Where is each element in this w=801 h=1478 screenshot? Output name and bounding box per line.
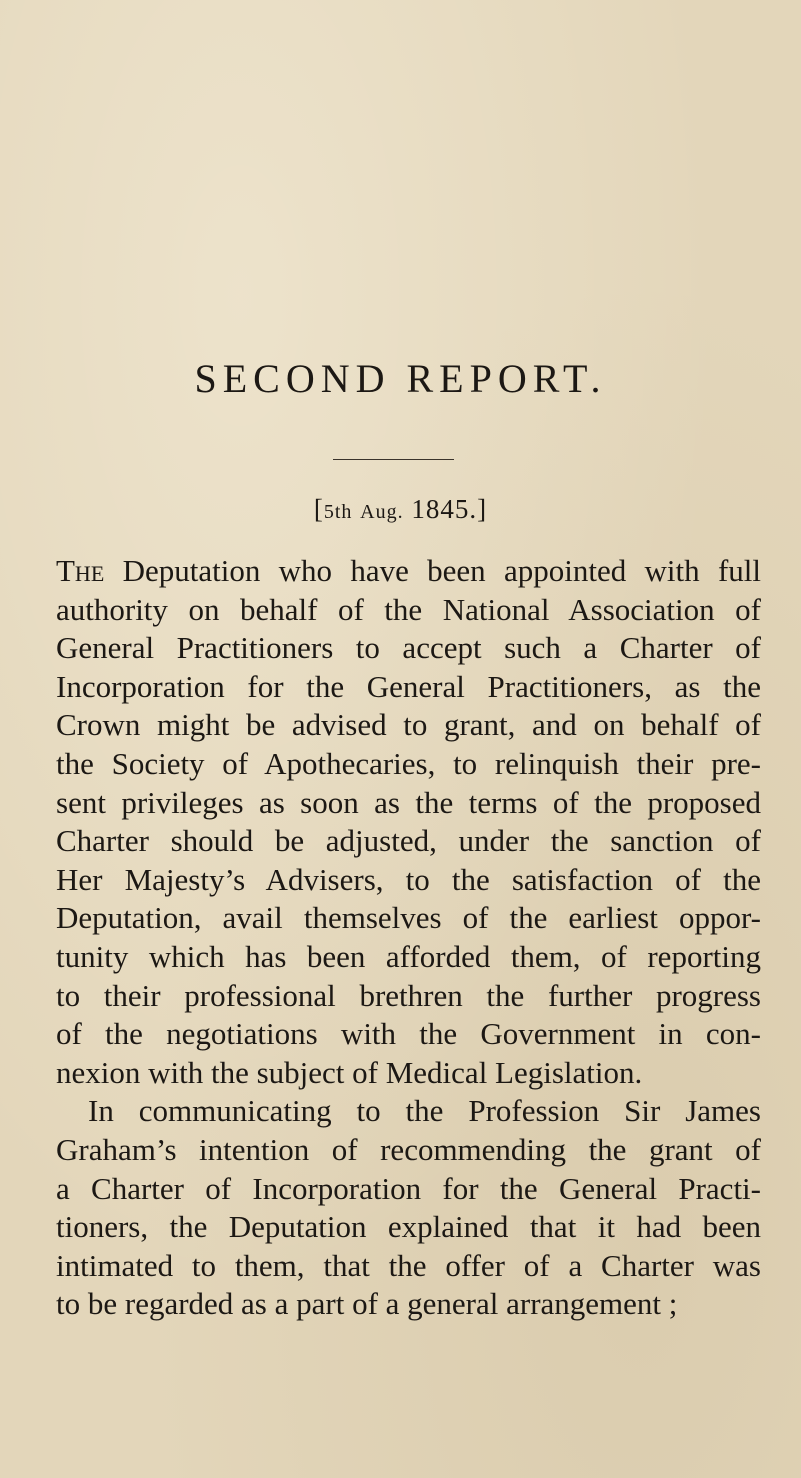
text-line: to their professional brethren the further progress <box>56 977 761 1013</box>
text-line: of the negotiations with the Government in con- <box>56 1016 761 1052</box>
text-line: nexion with the subject of Medical Legislation. <box>56 1054 643 1090</box>
text-line: In communicating to the Profession Sir James <box>88 1093 761 1129</box>
text-line: Crown might be advised to grant, and on behalf of <box>56 707 761 743</box>
paragraph-2 <box>56 1092 761 1324</box>
lead-word: The <box>56 553 105 588</box>
text-line: The Deputation who have been appointed with full <box>56 553 761 588</box>
text-line: Her Majesty’s Advisers, to the satisfaction of the <box>56 861 761 897</box>
date-close-bracket: ] <box>477 494 488 524</box>
text-line: General Practitioners to accept such a Charter of <box>56 630 761 666</box>
text-line: authority on behalf of the National Association of <box>56 591 761 627</box>
text-line: Incorporation for the General Practitioners, as the <box>56 668 761 704</box>
report-body <box>56 552 761 1324</box>
title-divider <box>333 459 454 460</box>
text-line: a Charter of Incorporation for the General Practi- <box>56 1170 761 1206</box>
report-title: SECOND REPORT. <box>194 356 607 401</box>
text-line: the Society of Apothecaries, to relinquish their pre- <box>56 745 761 781</box>
paragraph-1 <box>56 552 761 1092</box>
date-year: 1845. <box>411 494 478 524</box>
text-line: tioners, the Deputation explained that it had been <box>56 1209 761 1245</box>
text-line: Graham’s intention of recommending the grant of <box>56 1131 761 1167</box>
date-open-bracket: [ <box>313 494 324 524</box>
text-line: to be regarded as a part of a general arrangement ; <box>56 1286 678 1322</box>
date-day: 5th <box>323 501 353 523</box>
date-month: Aug. <box>360 501 404 523</box>
text-line: Charter should be adjusted, under the sanction of <box>56 823 761 859</box>
report-date <box>0 494 801 525</box>
text-line: intimated to them, that the offer of a Charter was <box>56 1247 761 1283</box>
text-line: sent privileges as soon as the terms of the proposed <box>56 784 761 820</box>
text-line: Deputation, avail themselves of the earliest oppor- <box>56 900 761 936</box>
text-line: tunity which has been afforded them, of reporting <box>56 938 761 974</box>
